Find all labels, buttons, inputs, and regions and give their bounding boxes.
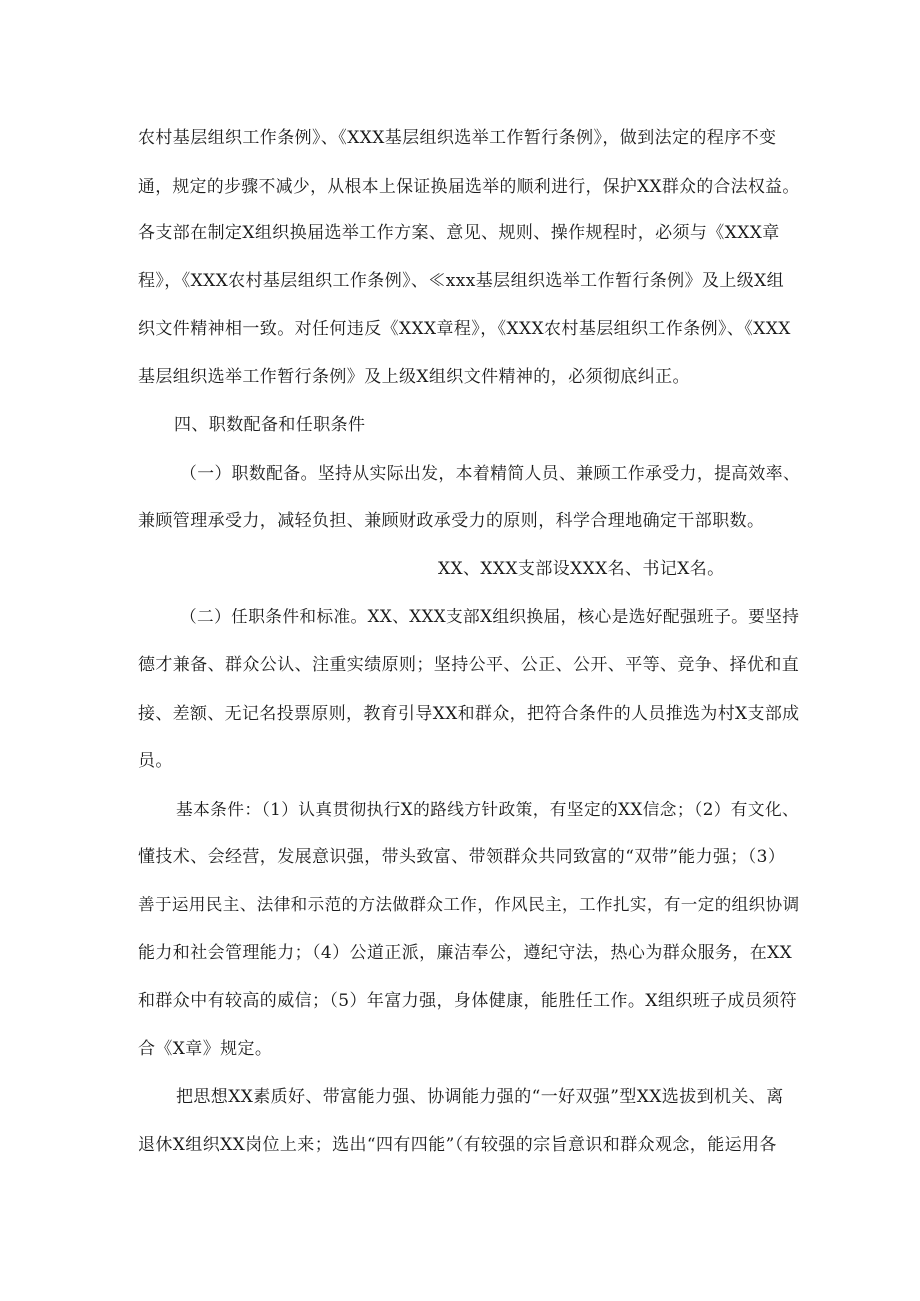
- paragraph-4-line-2: 懂技术、会经营，发展意识强，带头致富、带领群众共同致富的“双带”能力强；（3）: [138, 847, 786, 867]
- paragraph-5-line-1: 把思想XX素质好、带富能力强、协调能力强的“一好双强”型XX选拔到机关、离: [176, 1087, 784, 1107]
- paragraph-3-line-3: 接、差额、无记名投票原则，教育引导XX和群众，把符合条件的人员推选为村X支部成: [138, 703, 800, 723]
- centered-line: XX、XXX支部设XXX名、书记X名。: [438, 559, 725, 579]
- paragraph-1-line-5: 织文件精神相一致。对任何违反《XXX章程》，《XXX农村基层组织工作条例》、《XXX: [138, 319, 791, 339]
- section-heading: 四、职数配备和任职条件: [174, 415, 366, 435]
- paragraph-1-line-3: 各支部在制定X组织换届选举工作方案、意见、规则、操作规程时，必须与《XXX章: [138, 223, 780, 243]
- paragraph-1-line-1: 农村基层组织工作条例》、《XXX基层组织选举工作暂行条例》，做到法定的程序不变: [138, 128, 777, 148]
- paragraph-1-line-2: 通，规定的步骤不减少，从根本上保证换届选举的顺利进行，保护XX群众的合法权益。: [138, 176, 800, 196]
- paragraph-4-line-6: 合《X章》规定。: [138, 1039, 273, 1059]
- paragraph-3-line-1: （二）任职条件和标准。XX、XXX支部X组织换届，核心是选好配强班子。要坚持: [180, 607, 800, 626]
- paragraph-3-line-2: 德才兼备、群众公认、注重实绩原则；坚持公平、公正、公开、平等、竞争、择优和直: [138, 655, 800, 675]
- paragraph-2-line-2: 兼顾管理承受力，减轻负担、兼顾财政承受力的原则，科学合理地确定干部职数。: [138, 511, 765, 531]
- paragraph-4-line-3: 善于运用民主、法律和示范的方法做群众工作，作风民主，工作扎实，有一定的组织协调: [138, 895, 800, 914]
- paragraph-1-line-6: 基层组织选举工作暂行条例》及上级X组织文件精神的，必须彻底纠正。: [138, 367, 690, 387]
- paragraph-4-line-5: 和群众中有较高的威信；（5）年富力强，身体健康，能胜任工作。X组织班子成员须符: [138, 991, 798, 1011]
- paragraph-4-line-4: 能力和社会管理能力；（4）公道正派，廉洁奉公，遵纪守法，热心为群众服务，在XX: [138, 943, 793, 963]
- paragraph-3-line-4: 员。: [138, 751, 173, 771]
- paragraph-2-line-1: （一）职数配备。坚持从实际出发，本着精简人员、兼顾工作承受力，提高效率、: [180, 463, 801, 483]
- paragraph-1-line-4: 程》，《XXX农村基层组织工作条例》、≪xxx基层组织选举工作暂行条例》及上级X组: [138, 271, 785, 291]
- paragraph-5-line-2: 退休X组织XX岗位上来；选出“四有四能”（有较强的宗旨意识和群众观念，能运用各: [138, 1135, 777, 1155]
- paragraph-4-line-1: 基本条件：（1）认真贯彻执行X的路线方针政策，有坚定的XX信念；（2）有文化、: [176, 799, 800, 819]
